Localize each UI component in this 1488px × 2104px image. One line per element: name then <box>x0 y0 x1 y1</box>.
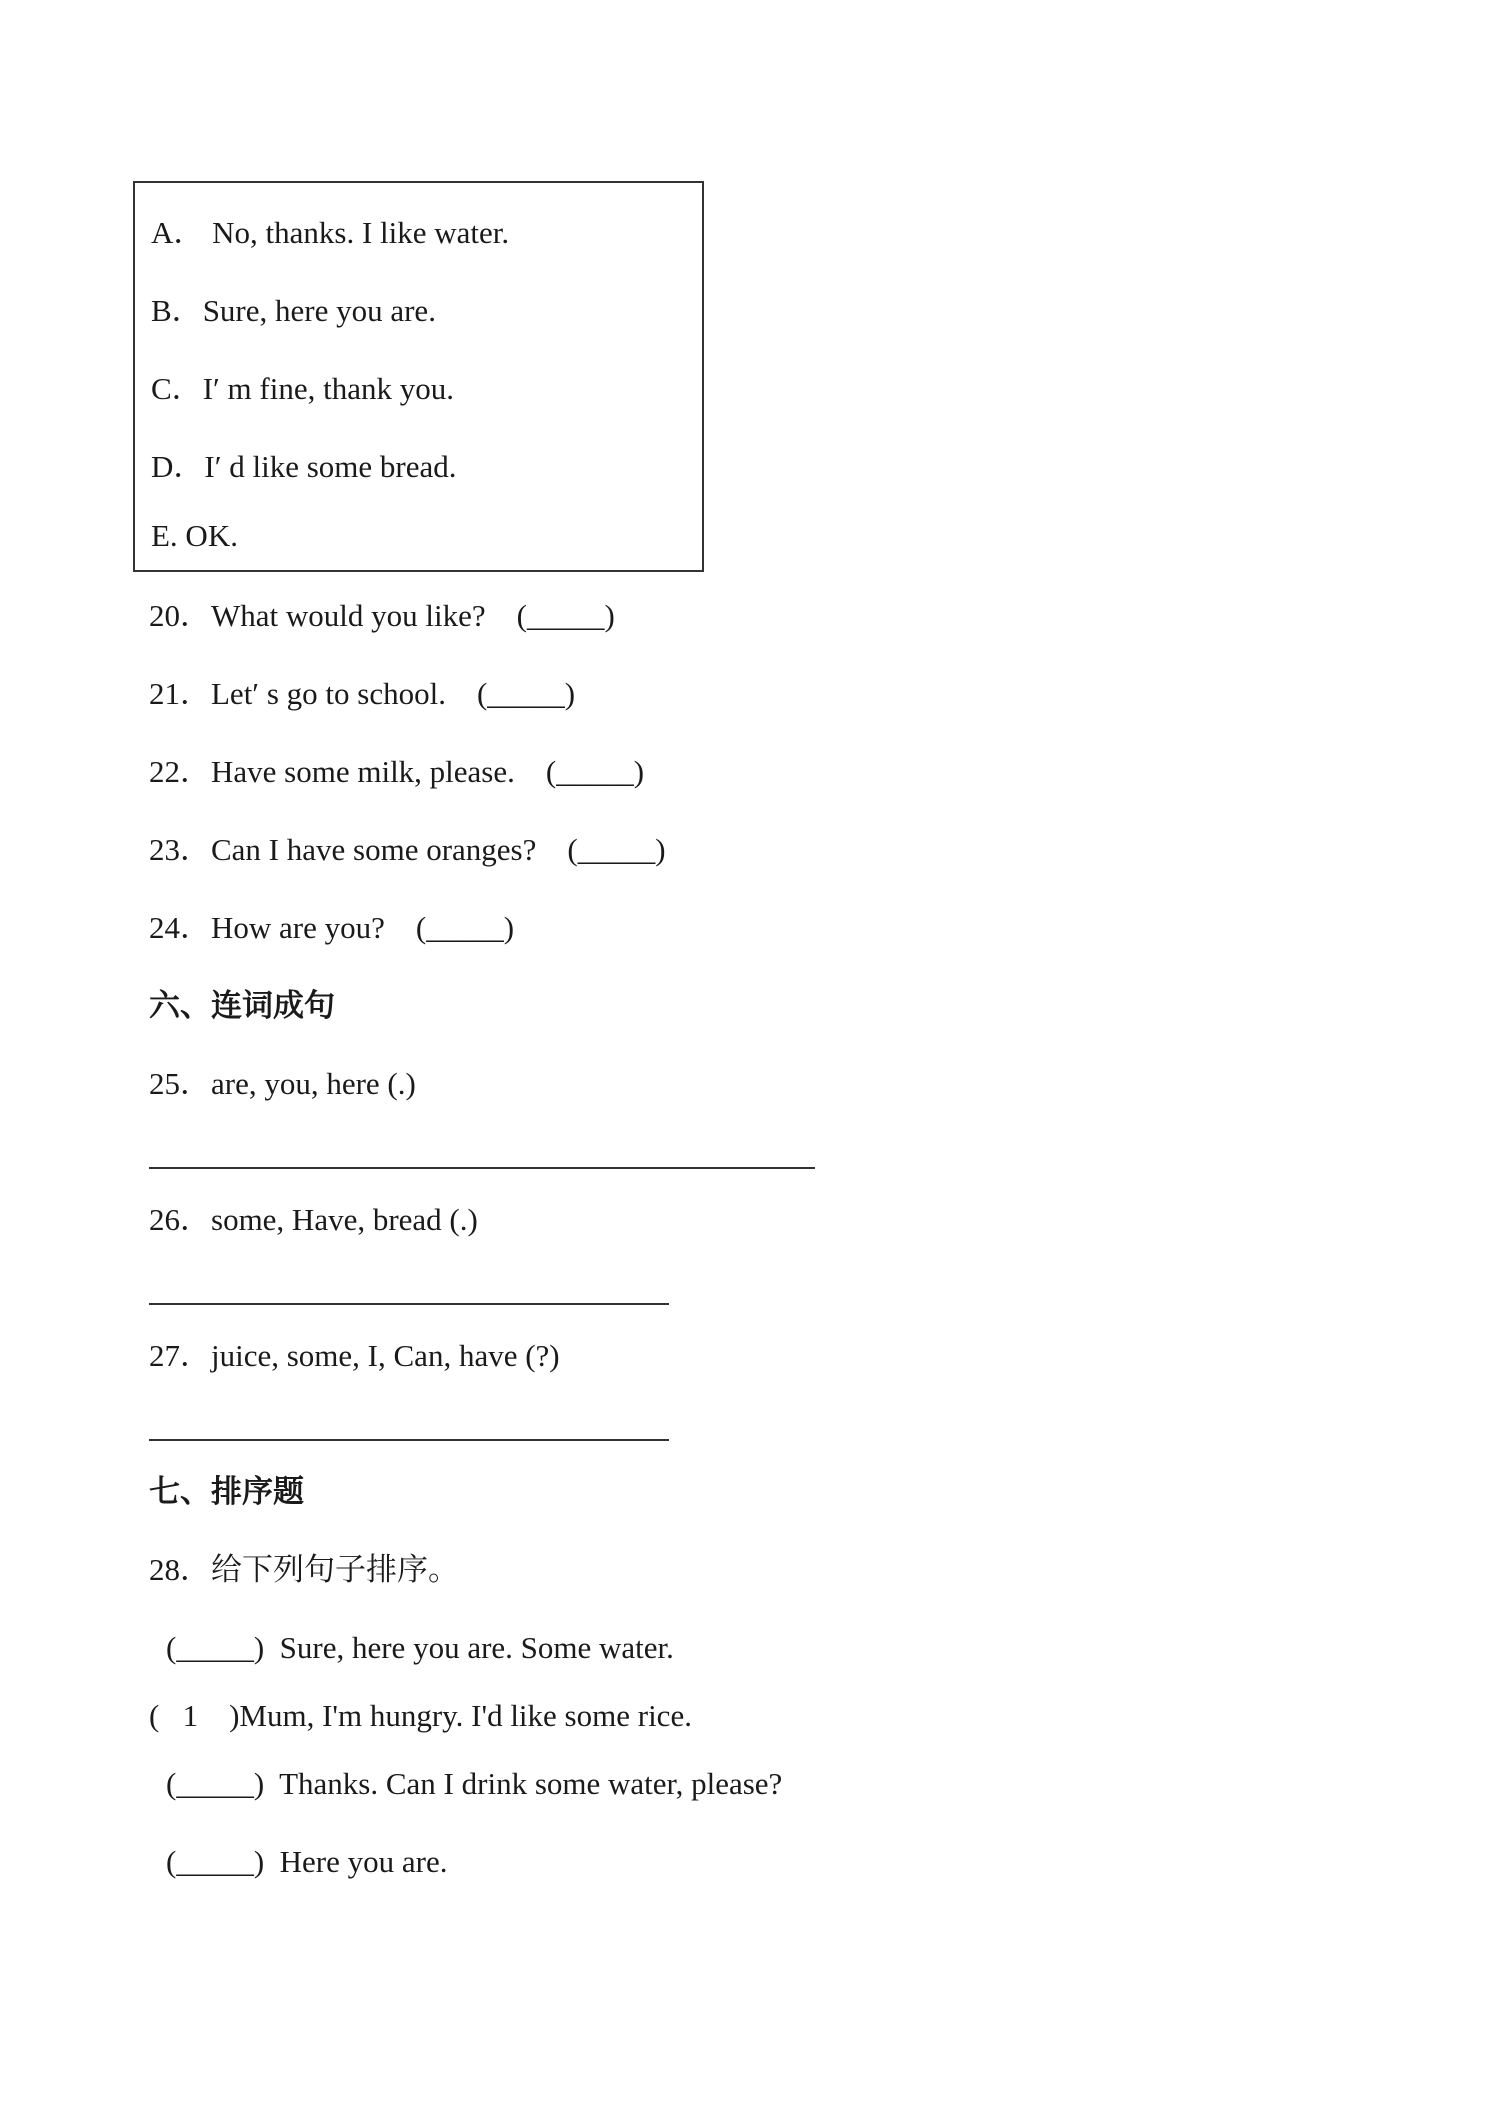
question-23 <box>149 830 666 870</box>
question-text: some, Have, bread (.) <box>211 1202 478 1237</box>
question-22 <box>149 752 644 792</box>
question-number: 22． <box>149 754 211 789</box>
answer-blank[interactable]: (_____) <box>415 910 515 945</box>
order-text: Thanks. Can I drink some water, please? <box>279 1766 783 1801</box>
question-25 <box>149 1064 416 1104</box>
option-e <box>151 516 238 556</box>
question-number: 28． <box>149 1552 211 1587</box>
option-c <box>151 369 454 409</box>
order-blank[interactable]: (_____) <box>166 1844 265 1879</box>
option-letter: B． <box>151 293 203 328</box>
option-letter: D． <box>151 449 205 484</box>
question-number: 24． <box>149 910 211 945</box>
question-text: Have some milk, please. <box>211 754 515 789</box>
order-blank[interactable]: (_____) <box>166 1630 265 1665</box>
answer-options-box <box>133 181 704 572</box>
order-blank[interactable]: ( 1 ) <box>149 1698 240 1733</box>
option-d <box>151 447 457 487</box>
question-number: 20． <box>149 598 211 633</box>
order-item-2 <box>149 1696 692 1736</box>
order-item-3 <box>166 1764 782 1804</box>
question-number: 26． <box>149 1202 211 1237</box>
order-blank[interactable]: (_____) <box>166 1766 265 1801</box>
option-text: E. OK. <box>151 518 238 553</box>
question-text: Let′ s go to school. <box>211 676 446 711</box>
question-number: 27． <box>149 1338 211 1373</box>
answer-line-26[interactable] <box>149 1303 669 1305</box>
question-number: 23． <box>149 832 211 867</box>
question-text: are, you, here (.) <box>211 1066 416 1101</box>
question-27 <box>149 1336 560 1376</box>
option-b <box>151 291 436 331</box>
order-text: Mum, I'm hungry. I'd like some rice. <box>239 1698 692 1733</box>
order-text: Sure, here you are. Some water. <box>279 1630 674 1665</box>
question-20 <box>149 596 615 636</box>
answer-blank[interactable]: (_____) <box>567 832 666 867</box>
answer-line-25[interactable] <box>149 1167 815 1169</box>
order-item-4 <box>166 1842 447 1882</box>
question-number: 21． <box>149 676 211 711</box>
option-a <box>151 213 509 253</box>
question-text: What would you like? <box>211 598 486 633</box>
order-text: Here you are. <box>279 1844 448 1879</box>
option-letter: A． <box>151 215 205 250</box>
option-text: Sure, here you are. <box>202 293 436 328</box>
question-21 <box>149 674 575 714</box>
question-26 <box>149 1200 478 1240</box>
answer-blank[interactable]: (_____) <box>476 676 576 711</box>
answer-line-27[interactable] <box>149 1439 669 1441</box>
question-number: 25． <box>149 1066 211 1101</box>
option-text: I′ m fine, thank you. <box>202 371 454 406</box>
option-text: I′ d like some bread. <box>204 449 457 484</box>
question-24 <box>149 908 514 948</box>
section-heading-7: 七、排序题 <box>149 1474 304 1510</box>
question-text: juice, some, I, Can, have (?) <box>211 1338 560 1373</box>
question-text: How are you? <box>211 910 385 945</box>
question-instruction: 给下列句子排序。 <box>211 1552 459 1588</box>
question-28 <box>149 1550 459 1590</box>
section-heading-6: 六、连词成句 <box>149 988 335 1024</box>
answer-blank[interactable]: (_____) <box>516 598 615 633</box>
answer-blank[interactable]: (_____) <box>545 754 645 789</box>
order-item-1 <box>166 1628 674 1668</box>
question-text: Can I have some oranges? <box>211 832 537 867</box>
option-letter: C． <box>151 371 203 406</box>
option-text: No, thanks. I like water. <box>212 215 510 250</box>
